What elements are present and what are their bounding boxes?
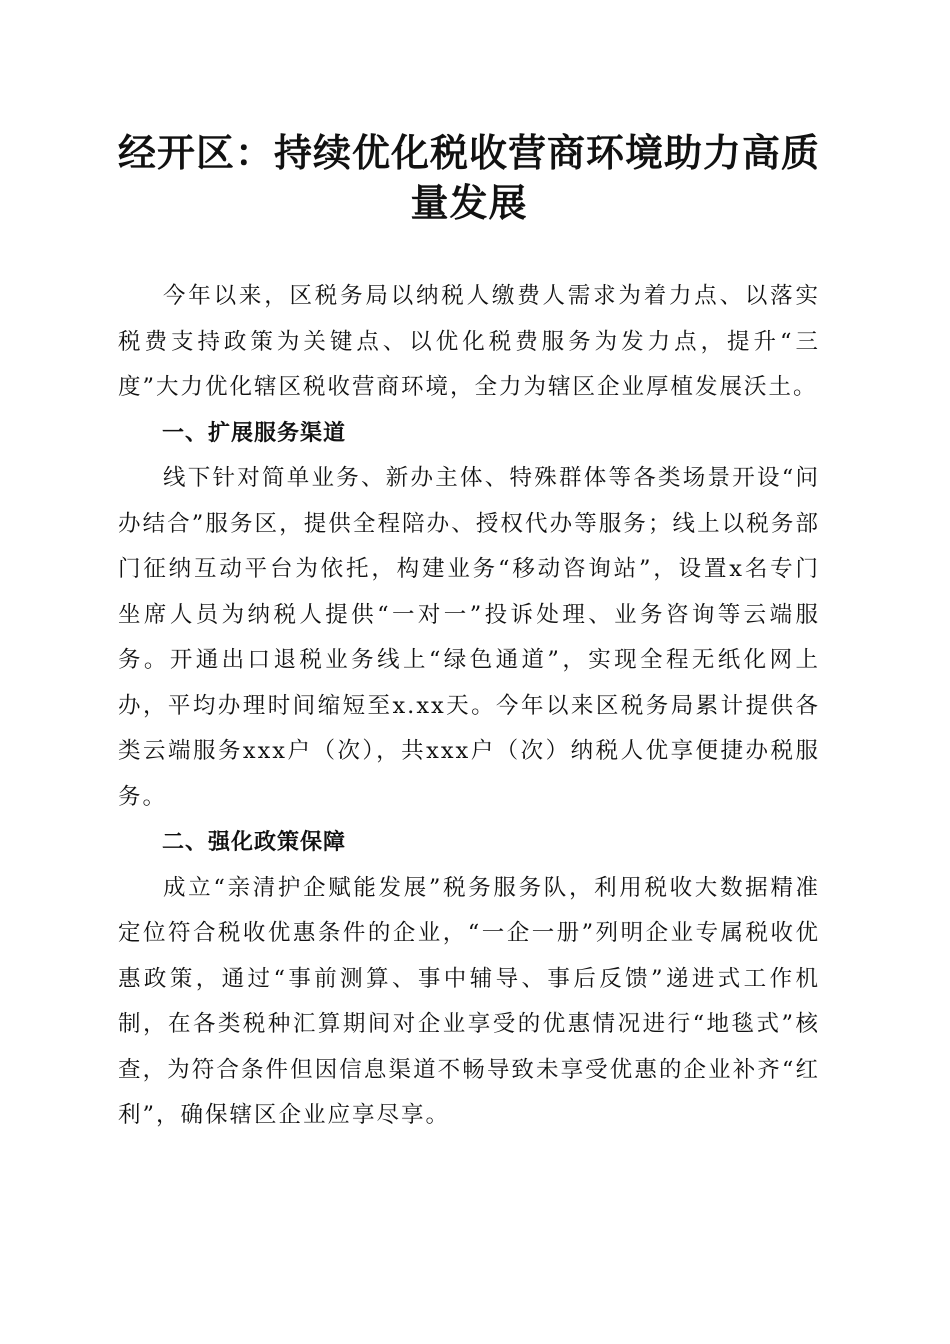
section-body-service-channels: 线下针对简单业务、新办主体、特殊群体等各类场景开设“问办结合”服务区，提供全程陪办、授权代办等服务；线上以税务部门征纳互动平台为依托，构建业务“移动咨询站”，设置x名专门坐席人员为纳税人提供“一对一”投诉处理、业务咨询等云端服务。开通出口退税业务线上“绿色通道”，实现全程无纸化网上办，平均办理时间缩短至x.xx天。今年以来区税务局累计提供各类云端服务xxx户（次），共xxx户（次）纳税人优享便捷办税服务。 <box>118 465 820 810</box>
section-heading-policy-guarantee: 二、强化政策保障 <box>162 830 347 855</box>
section-body-policy-guarantee: 成立“亲清护企赋能发展”税务服务队，利用税收大数据精准定位符合税收优惠条件的企业，“一企一册”列明企业专属税收优惠政策，通过“事前测算、事中辅导、事后反馈”递进式工作机制，在各类税种汇算期间对企业享受的优惠情况进行“地毯式”核查，为符合条件但因信息渠道不畅导致未享受优惠的企业补齐“红利”，确保辖区企业应享尽享。 <box>118 874 820 1128</box>
section-heading-service-channels: 一、扩展服务渠道 <box>162 420 347 446</box>
document-title: 经开区：持续优化税收营商环境助力高质量发展 <box>118 130 821 225</box>
intro-paragraph: 今年以来，区税务局以纳税人缴费人需求为着力点、以落实税费支持政策为关键点、以优化税费服务为发力点，提升“三度”大力优化辖区税收营商环境，全力为辖区企业厚植发展沃土。 <box>118 283 820 400</box>
